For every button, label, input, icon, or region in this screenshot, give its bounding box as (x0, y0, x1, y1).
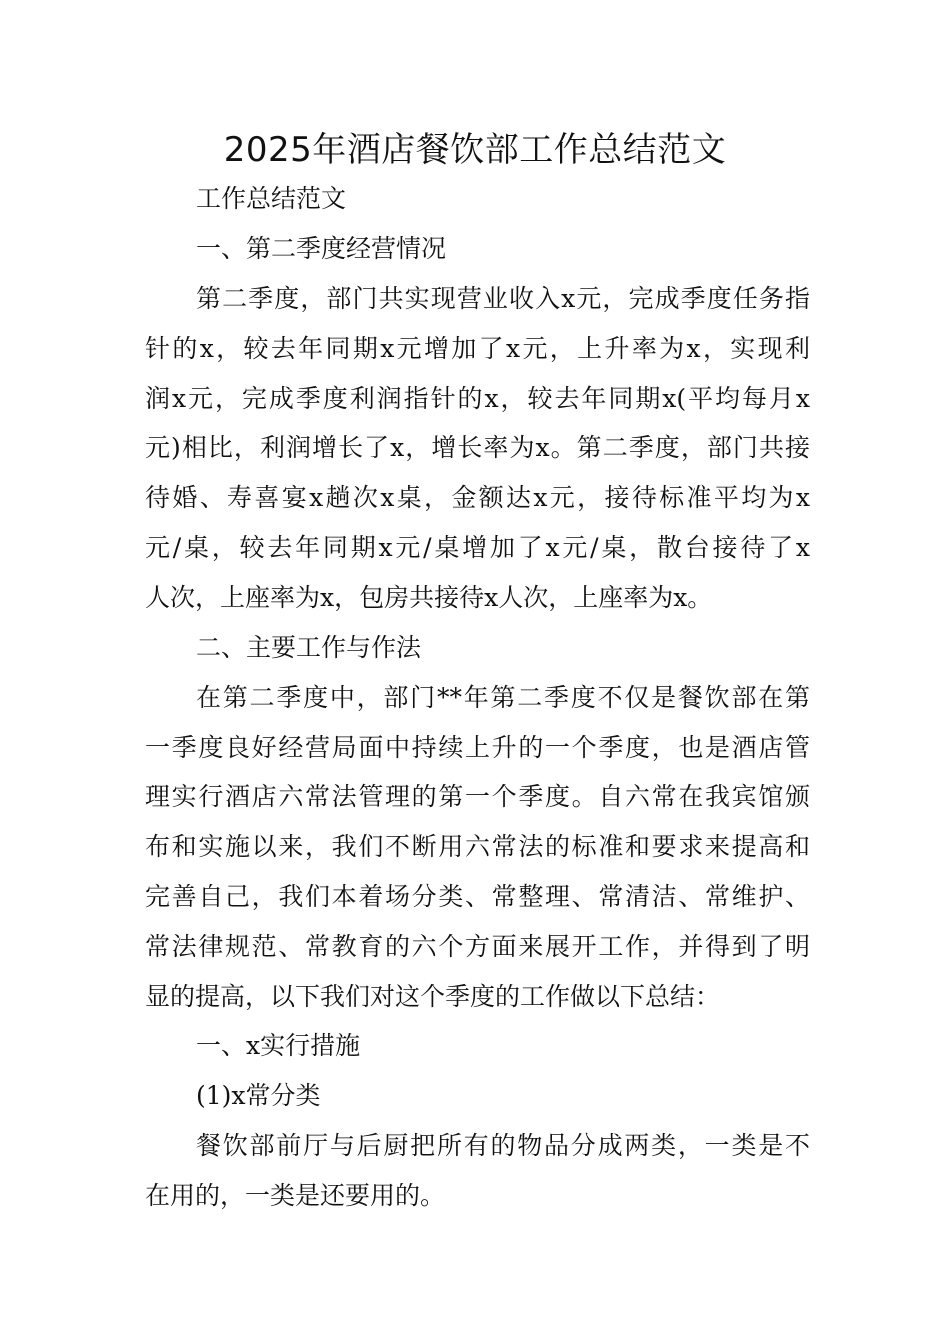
paragraph-line: 一季度良好经营局面中持续上升的一个季度，也是酒店管 (145, 733, 810, 762)
paragraph-line: 第二季度，部门共实现营业收入x元，完成季度任务指 (196, 284, 810, 313)
document-title: 2025年酒店餐饮部工作总结范文 (223, 130, 727, 170)
paragraph-line: 布和实施以来，我们不断用六常法的标准和要求来提高和 (145, 832, 810, 861)
paragraph-line: 在第二季度中，部门**年第二季度不仅是餐饮部在第 (196, 683, 810, 712)
paragraph-line: 润x元，完成季度利润指针的x，较去年同期x(平均每月x (145, 384, 810, 413)
paragraph-line: 理实行酒店六常法管理的第一个季度。自六常在我宾馆颁 (145, 782, 810, 811)
item-heading: (1)x常分类 (196, 1081, 321, 1110)
section-heading-1: 一、第二季度经营情况 (196, 234, 447, 263)
section-heading-2: 二、主要工作与作法 (196, 633, 422, 662)
paragraph-line: 待婚、寿喜宴x趟次x桌，金额达x元，接待标准平均为x (145, 483, 810, 512)
paragraph-line: 餐饮部前厅与后厨把所有的物品分成两类，一类是不 (196, 1131, 810, 1160)
paragraph-line: 完善自己，我们本着场分类、常整理、常清洁、常维护、 (145, 882, 810, 911)
paragraph-line: 常法律规范、常教育的六个方面来展开工作，并得到了明 (145, 932, 810, 961)
paragraph-line: 元/桌，较去年同期x元/桌增加了x元/桌，散台接待了x (145, 533, 810, 562)
paragraph-line: 人次，上座率为x，包房共接待x人次，上座率为x。 (145, 583, 713, 612)
paragraph-line: 显的提高，以下我们对这个季度的工作做以下总结： (145, 982, 721, 1011)
paragraph-line: 针的x，较去年同期x元增加了x元，上升率为x，实现利 (145, 334, 810, 363)
paragraph-line: 元)相比，利润增长了x，增长率为x。第二季度，部门共接 (145, 433, 810, 462)
subsection-heading: 一、x实行措施 (196, 1031, 361, 1060)
paragraph-line: 在用的，一类是还要用的。 (145, 1181, 446, 1210)
subtitle-line: 工作总结范文 (196, 184, 347, 213)
